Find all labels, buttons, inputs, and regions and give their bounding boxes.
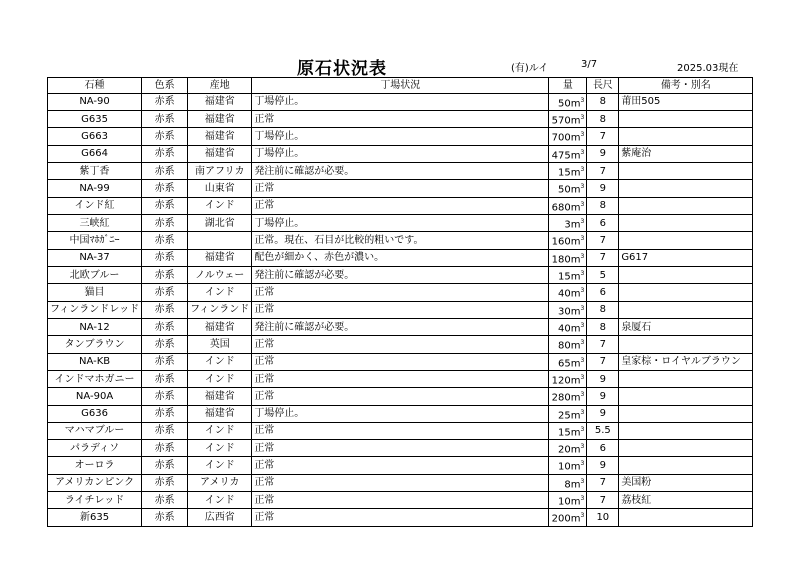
color-cell: 赤系 [142,266,188,283]
quantity-unit: m [570,392,581,404]
origin-cell: 湖北省 [188,214,252,231]
color-cell: 赤系 [142,162,188,179]
quantity-cell [549,388,587,405]
origin-cell: インド [188,492,252,509]
stone-name-cell: G635 [48,110,142,127]
quantity-unit-exponent: 3 [580,477,585,485]
note-cell [619,388,753,405]
stone-name-cell: 中国ﾏﾎｶﾞﾆｰ [48,232,142,249]
color-cell: 赤系 [142,353,188,370]
quantity-unit-exponent: 3 [580,495,585,503]
length-cell: 7 [587,162,619,179]
table-row [48,509,753,526]
quantity-unit: m [570,115,581,127]
length-cell: 6 [587,284,619,301]
quantity-unit-exponent: 3 [580,425,585,433]
quarry-status-cell: 配色が細かく、赤色が濃い。 [252,249,549,266]
stone-name-cell: アメリカンピンク [48,474,142,491]
quantity-unit: m [570,236,581,248]
quantity-unit: m [570,427,581,439]
quantity-unit-exponent: 3 [580,321,585,329]
note-cell: 美国粉 [619,474,753,491]
quantity-unit: m [570,149,581,161]
stone-name-cell: パラディソ [48,440,142,457]
quantity-unit-exponent: 3 [580,96,585,104]
origin-cell: 南アフリカ [188,162,252,179]
table-row [48,93,753,110]
origin-cell: 広西省 [188,509,252,526]
origin-cell: インド [188,197,252,214]
length-cell: 8 [587,197,619,214]
quantity-unit: m [570,375,581,387]
quantity-unit-exponent: 3 [580,408,585,416]
quantity-value: 25 [558,409,571,421]
stone-name-cell: 新635 [48,509,142,526]
quarry-status-cell: 正常 [252,474,549,491]
length-cell: 8 [587,301,619,318]
quantity-value: 680 [551,201,571,213]
table-row [48,145,753,162]
quantity-unit: m [570,305,581,317]
quantity-cell [549,249,587,266]
quantity-unit: m [570,219,581,231]
quarry-status-cell: 正常 [252,336,549,353]
stone-name-cell: マハマブルー [48,422,142,439]
column-header-length: 長尺 [587,78,619,94]
quantity-unit-exponent: 3 [580,287,585,295]
note-cell [619,180,753,197]
stone-name-cell: NA-99 [48,180,142,197]
color-cell: 赤系 [142,180,188,197]
quantity-cell [549,422,587,439]
quantity-unit-exponent: 3 [580,200,585,208]
origin-cell: 福建省 [188,93,252,110]
quantity-unit-exponent: 3 [580,113,585,121]
origin-cell: 福建省 [188,318,252,335]
quantity-value: 8 [564,479,571,491]
color-cell: 赤系 [142,128,188,145]
table-row [48,370,753,387]
origin-cell: 福建省 [188,110,252,127]
table-row [48,301,753,318]
length-cell: 7 [587,128,619,145]
color-cell: 赤系 [142,318,188,335]
table-row [48,180,753,197]
as-of-date: 2025.03現在 [677,63,739,74]
color-cell: 赤系 [142,93,188,110]
stone-name-cell: NA-37 [48,249,142,266]
stone-name-cell: NA-90A [48,388,142,405]
origin-cell: 福建省 [188,249,252,266]
note-cell [619,284,753,301]
stone-name-cell: 猫目 [48,284,142,301]
page-title: 原石状況表 [297,59,387,79]
color-cell: 赤系 [142,145,188,162]
quarry-status-cell: 丁場停止。 [252,93,549,110]
quantity-unit-exponent: 3 [580,148,585,156]
length-cell: 7 [587,474,619,491]
quantity-value: 15 [558,271,571,283]
quantity-value: 40 [558,288,571,300]
note-cell [619,509,753,526]
quantity-unit: m [570,357,581,369]
table-row [48,405,753,422]
quarry-status-cell: 正常 [252,388,549,405]
table-row [48,249,753,266]
color-cell: 赤系 [142,110,188,127]
note-cell [619,457,753,474]
quantity-cell [549,214,587,231]
stone-name-cell: NA-12 [48,318,142,335]
quantity-cell [549,110,587,127]
quantity-unit-exponent: 3 [580,235,585,243]
quantity-cell [549,93,587,110]
quantity-unit: m [570,323,581,335]
quantity-unit: m [570,253,581,265]
column-header-notes: 備考・別名 [619,78,753,94]
quantity-unit: m [570,97,581,109]
length-cell: 5.5 [587,422,619,439]
quantity-unit-exponent: 3 [580,165,585,173]
length-cell: 8 [587,110,619,127]
quarry-status-cell: 正常 [252,180,549,197]
quarry-status-cell: 発注前に確認が必要。 [252,266,549,283]
origin-cell: 英国 [188,336,252,353]
origin-cell: 福建省 [188,388,252,405]
origin-cell: 福建省 [188,405,252,422]
quantity-value: 80 [558,340,571,352]
quantity-cell [549,353,587,370]
stone-name-cell: フィンランドレッド [48,301,142,318]
length-cell: 6 [587,440,619,457]
quantity-unit: m [570,461,581,473]
quantity-unit-exponent: 3 [580,131,585,139]
table-row [48,492,753,509]
quarry-status-cell: 丁場停止。 [252,128,549,145]
quantity-cell [549,405,587,422]
quantity-cell [549,180,587,197]
stone-name-cell: G663 [48,128,142,145]
color-cell: 赤系 [142,214,188,231]
column-header-origin: 産地 [188,78,252,94]
quarry-status-cell: 正常 [252,457,549,474]
stone-status-table [47,77,753,527]
length-cell: 7 [587,353,619,370]
table-row [48,336,753,353]
page-number: 3/7 [581,59,598,70]
stone-name-cell: タンブラウン [48,336,142,353]
quantity-value: 475 [551,149,571,161]
length-cell: 7 [587,249,619,266]
table-row [48,128,753,145]
quantity-cell [549,370,587,387]
quantity-value: 30 [558,305,571,317]
quantity-cell [549,457,587,474]
color-cell: 赤系 [142,249,188,266]
quarry-status-cell: 正常 [252,353,549,370]
table-body [48,93,753,526]
column-header-color: 色系 [142,78,188,94]
quantity-unit: m [570,167,581,179]
stone-name-cell: ライチレッド [48,492,142,509]
quarry-status-cell: 丁場停止。 [252,145,549,162]
quantity-value: 570 [551,115,571,127]
color-cell: 赤系 [142,509,188,526]
origin-cell: アメリカ [188,474,252,491]
quantity-cell [549,128,587,145]
quantity-unit-exponent: 3 [580,443,585,451]
stone-name-cell: NA-KB [48,353,142,370]
stone-name-cell: インドマホガニー [48,370,142,387]
quantity-cell [549,162,587,179]
length-cell: 9 [587,180,619,197]
length-cell: 8 [587,318,619,335]
quantity-cell [549,284,587,301]
quantity-value: 160 [551,236,571,248]
quantity-unit-exponent: 3 [580,356,585,364]
stone-name-cell: G636 [48,405,142,422]
origin-cell: 福建省 [188,128,252,145]
quantity-cell [549,318,587,335]
quantity-unit: m [570,201,581,213]
quantity-unit: m [570,288,581,300]
quantity-unit-exponent: 3 [580,269,585,277]
quantity-unit-exponent: 3 [580,217,585,225]
length-cell: 9 [587,388,619,405]
quarry-status-cell: 正常 [252,422,549,439]
quarry-status-cell: 正常。現在、石目が比較的粗いです。 [252,232,549,249]
origin-cell: 福建省 [188,145,252,162]
table-row [48,353,753,370]
origin-cell [188,232,252,249]
quantity-unit-exponent: 3 [580,304,585,312]
quantity-value: 50 [558,184,571,196]
note-cell [619,301,753,318]
length-cell: 9 [587,370,619,387]
quantity-cell [549,509,587,526]
color-cell: 赤系 [142,422,188,439]
length-cell: 7 [587,492,619,509]
note-cell: 紫庵治 [619,145,753,162]
origin-cell: インド [188,284,252,301]
origin-cell: インド [188,422,252,439]
table-row [48,284,753,301]
company-name: (有)ルイ [511,63,549,74]
stone-name-cell: NA-90 [48,93,142,110]
quantity-cell [549,145,587,162]
quantity-cell [549,266,587,283]
table-row [48,162,753,179]
quantity-value: 50 [558,97,571,109]
quantity-cell [549,301,587,318]
quarry-status-cell: 正常 [252,301,549,318]
table-row [48,232,753,249]
quantity-value: 700 [551,132,571,144]
note-cell [619,440,753,457]
quantity-unit-exponent: 3 [580,460,585,468]
origin-cell: ノルウェー [188,266,252,283]
length-cell: 9 [587,405,619,422]
column-header-quantity: 量 [549,78,587,94]
quantity-unit: m [570,513,581,525]
column-header-stone: 石種 [48,78,142,94]
quantity-unit-exponent: 3 [580,512,585,520]
quarry-status-cell: 正常 [252,197,549,214]
table-row [48,266,753,283]
quantity-value: 180 [551,253,571,265]
color-cell: 赤系 [142,197,188,214]
quantity-cell [549,492,587,509]
length-cell: 8 [587,93,619,110]
table-row [48,474,753,491]
color-cell: 赤系 [142,474,188,491]
origin-cell: インド [188,353,252,370]
quantity-value: 40 [558,323,571,335]
quantity-unit: m [570,479,581,491]
quarry-status-cell: 正常 [252,370,549,387]
quantity-cell [549,336,587,353]
length-cell: 10 [587,509,619,526]
quantity-cell [549,232,587,249]
quarry-status-cell: 発注前に確認が必要。 [252,318,549,335]
note-cell [619,405,753,422]
quantity-value: 65 [558,357,571,369]
stone-name-cell: 紫丁香 [48,162,142,179]
note-cell: 莆田505 [619,93,753,110]
origin-cell: インド [188,457,252,474]
quantity-value: 3 [564,219,571,231]
note-cell [619,128,753,145]
color-cell: 赤系 [142,336,188,353]
quantity-unit: m [570,340,581,352]
stone-name-cell: G664 [48,145,142,162]
quantity-cell [549,474,587,491]
color-cell: 赤系 [142,440,188,457]
table-row [48,318,753,335]
color-cell: 赤系 [142,457,188,474]
note-cell: 荔枝紅 [619,492,753,509]
note-cell [619,214,753,231]
quantity-unit: m [570,409,581,421]
quantity-unit: m [570,271,581,283]
color-cell: 赤系 [142,301,188,318]
color-cell: 赤系 [142,405,188,422]
note-cell: G617 [619,249,753,266]
quarry-status-cell: 正常 [252,509,549,526]
color-cell: 赤系 [142,388,188,405]
quantity-value: 20 [558,444,571,456]
table-row [48,110,753,127]
table-row [48,457,753,474]
quantity-value: 120 [551,375,571,387]
origin-cell: 山東省 [188,180,252,197]
table-row [48,214,753,231]
quantity-cell [549,197,587,214]
length-cell: 9 [587,145,619,162]
note-cell [619,422,753,439]
length-cell: 7 [587,336,619,353]
quantity-unit: m [570,496,581,508]
note-cell [619,162,753,179]
quarry-status-cell: 丁場停止。 [252,214,549,231]
quantity-unit: m [570,184,581,196]
quantity-unit-exponent: 3 [580,252,585,260]
quarry-status-cell: 正常 [252,284,549,301]
quantity-value: 15 [558,167,571,179]
quantity-value: 280 [551,392,571,404]
quarry-status-cell: 丁場停止。 [252,405,549,422]
quantity-unit: m [570,444,581,456]
color-cell: 赤系 [142,370,188,387]
note-cell [619,336,753,353]
column-header-quarry-status: 丁場状況 [252,78,549,94]
origin-cell: インド [188,370,252,387]
note-cell: 皇家棕・ロイヤルブラウン [619,353,753,370]
quantity-unit-exponent: 3 [580,183,585,191]
note-cell [619,232,753,249]
quantity-value: 10 [558,496,571,508]
note-cell: 泉厦石 [619,318,753,335]
table-header-row [48,78,753,94]
quarry-status-cell: 正常 [252,110,549,127]
length-cell: 6 [587,214,619,231]
quantity-unit-exponent: 3 [580,339,585,347]
quantity-value: 200 [551,513,571,525]
stone-name-cell: 三峡紅 [48,214,142,231]
note-cell [619,266,753,283]
quantity-cell [549,440,587,457]
quantity-value: 15 [558,427,571,439]
stone-name-cell: インド紅 [48,197,142,214]
note-cell [619,110,753,127]
table-row [48,388,753,405]
color-cell: 赤系 [142,232,188,249]
table-row [48,440,753,457]
quantity-unit-exponent: 3 [580,373,585,381]
quarry-status-cell: 発注前に確認が必要。 [252,162,549,179]
length-cell: 7 [587,232,619,249]
origin-cell: フィンランド [188,301,252,318]
table-row [48,197,753,214]
stone-name-cell: オーロラ [48,457,142,474]
length-cell: 9 [587,457,619,474]
quarry-status-cell: 正常 [252,440,549,457]
quantity-value: 10 [558,461,571,473]
origin-cell: インド [188,440,252,457]
color-cell: 赤系 [142,492,188,509]
stone-name-cell: 北欧ブルー [48,266,142,283]
note-cell [619,197,753,214]
quantity-unit-exponent: 3 [580,391,585,399]
quantity-unit: m [570,132,581,144]
note-cell [619,370,753,387]
length-cell: 5 [587,266,619,283]
quarry-status-cell: 正常 [252,492,549,509]
table-row [48,422,753,439]
color-cell: 赤系 [142,284,188,301]
